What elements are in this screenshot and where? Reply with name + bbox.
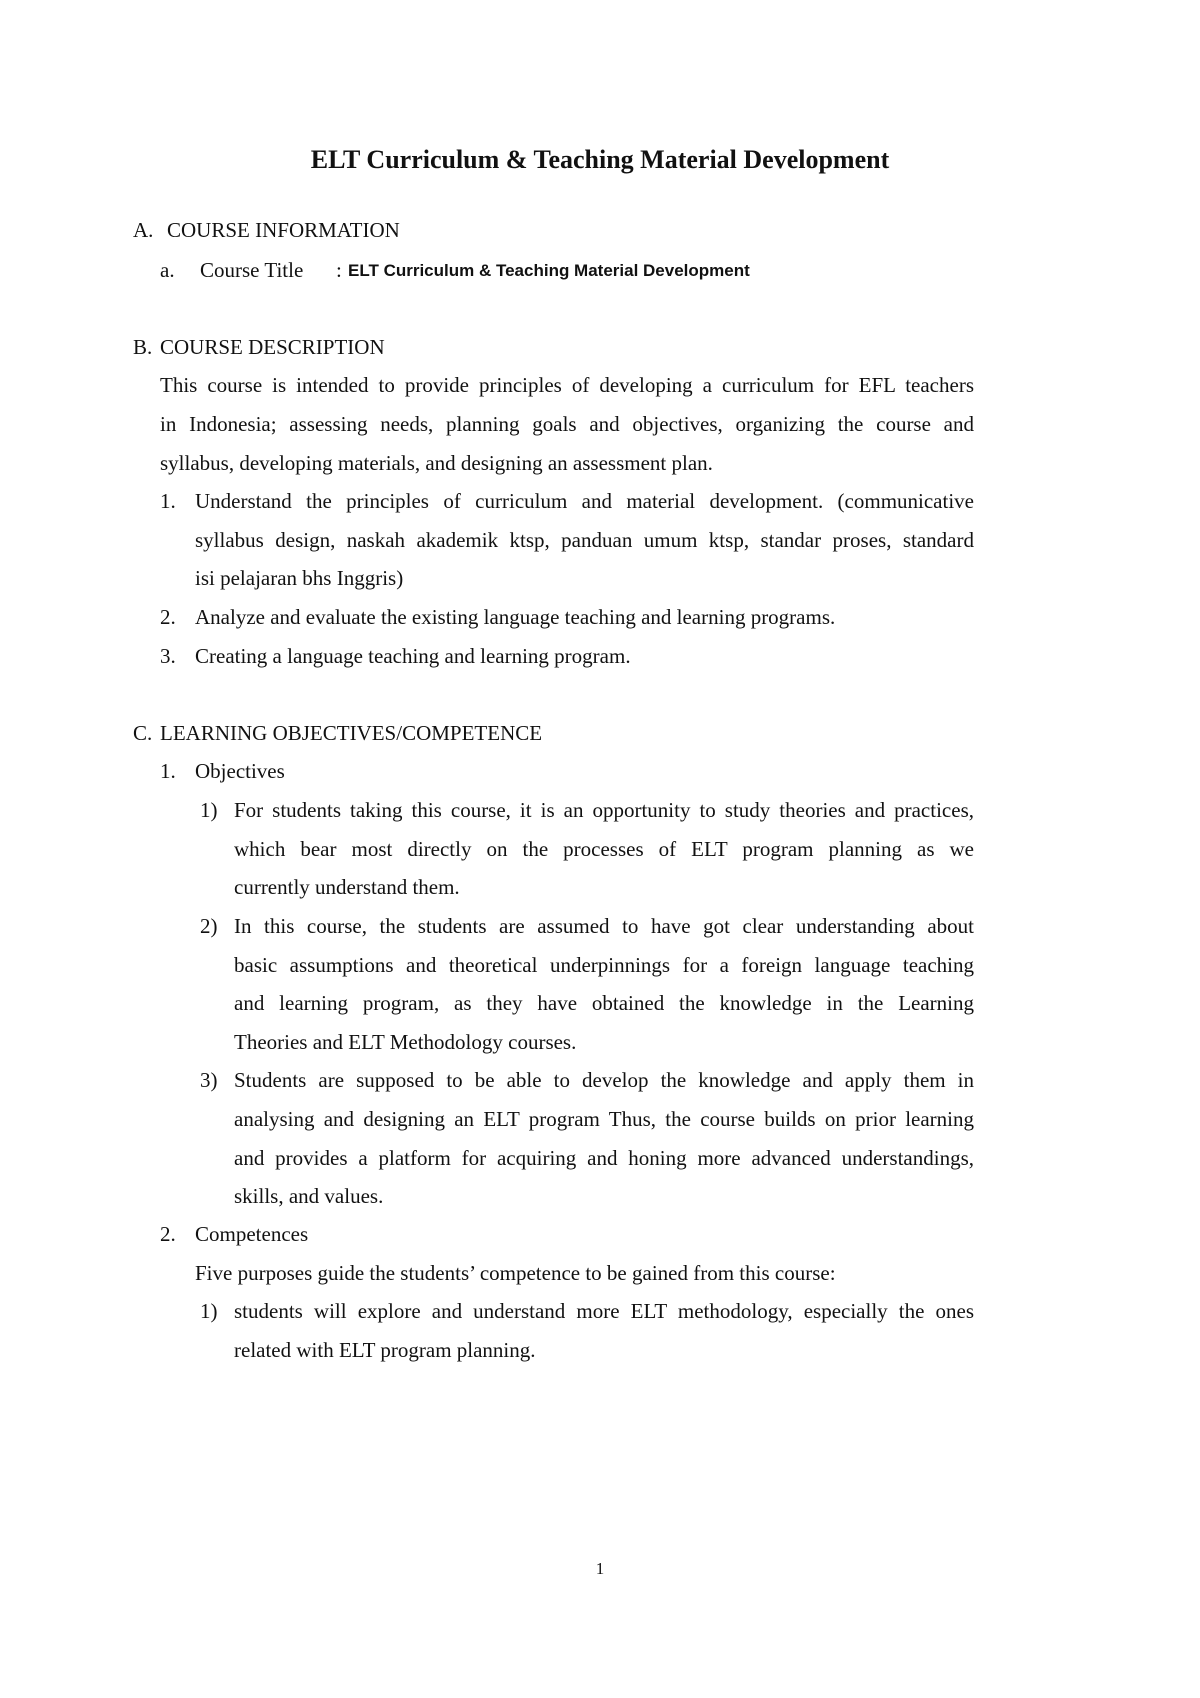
description-line: This course is intended to provide principles of developing a curriculum for EFL teachers <box>160 373 974 397</box>
subsection-marker: 2. <box>160 1222 176 1246</box>
competence-marker: 1) <box>200 1299 218 1323</box>
course-title-value: ELT Curriculum & Teaching Material Development <box>348 261 750 280</box>
objective-line: which bear most directly on the processes of ELT program planning as we <box>234 837 974 861</box>
page-number: 1 <box>595 1559 605 1578</box>
objective-line: currently understand them. <box>234 875 460 899</box>
course-title-marker: a. <box>160 258 175 282</box>
objective-line: In this course, the students are assumed to have got clear understanding about <box>234 914 974 938</box>
list-item-line: Analyze and evaluate the existing language teaching and learning programs. <box>195 605 836 629</box>
list-item-line: isi pelajaran bhs Inggris) <box>195 566 404 590</box>
section-a-marker: A. <box>133 218 154 242</box>
objective-line: basic assumptions and theoretical underpinnings for a foreign language teaching <box>234 953 974 977</box>
description-line: in Indonesia; assessing needs, planning goals and objectives, organizing the course and <box>160 412 974 436</box>
subsection-marker: 1. <box>160 759 176 783</box>
objective-line: Theories and ELT Methodology courses. <box>234 1030 577 1054</box>
objectives-label: Objectives <box>195 759 285 783</box>
list-marker: 1. <box>160 489 176 513</box>
competences-intro: Five purposes guide the students’ competence to be gained from this course: <box>195 1261 836 1285</box>
objective-line: skills, and values. <box>234 1184 384 1208</box>
list-item-line: Understand the principles of curriculum and material development. (communicative <box>195 489 974 513</box>
objective-marker: 3) <box>200 1068 218 1092</box>
objective-line: and learning program, as they have obtained the knowledge in the Learning <box>234 991 974 1015</box>
competence-line: related with ELT program planning. <box>234 1338 536 1362</box>
section-c-marker: C. <box>133 721 153 745</box>
objective-marker: 2) <box>200 914 218 938</box>
section-a-heading: COURSE INFORMATION <box>167 218 400 242</box>
course-title-label: Course Title <box>200 258 304 282</box>
list-marker: 3. <box>160 644 176 668</box>
list-item-line: Creating a language teaching and learning program. <box>195 644 631 668</box>
course-title-separator: : <box>336 258 342 282</box>
description-line: syllabus, developing materials, and designing an assessment plan. <box>160 451 713 475</box>
section-b-marker: B. <box>133 335 153 359</box>
section-b-heading: COURSE DESCRIPTION <box>160 335 385 359</box>
section-c-heading: LEARNING OBJECTIVES/COMPETENCE <box>160 721 543 745</box>
objective-line: Students are supposed to be able to develop the knowledge and apply them in <box>234 1068 974 1092</box>
objective-line: analysing and designing an ELT program Thus, the course builds on prior learning <box>234 1107 974 1131</box>
objective-marker: 1) <box>200 798 218 822</box>
objective-line: and provides a platform for acquiring and honing more advanced understandings, <box>234 1146 974 1170</box>
competences-label: Competences <box>195 1222 309 1246</box>
competence-line: students will explore and understand more ELT methodology, especially the ones <box>234 1299 974 1323</box>
list-marker: 2. <box>160 605 176 629</box>
objective-line: For students taking this course, it is an opportunity to study theories and practices, <box>234 798 974 822</box>
list-item-line: syllabus design, naskah akademik ktsp, panduan umum ktsp, standar proses, standard <box>195 528 974 552</box>
document-title: ELT Curriculum & Teaching Material Development <box>310 145 890 174</box>
